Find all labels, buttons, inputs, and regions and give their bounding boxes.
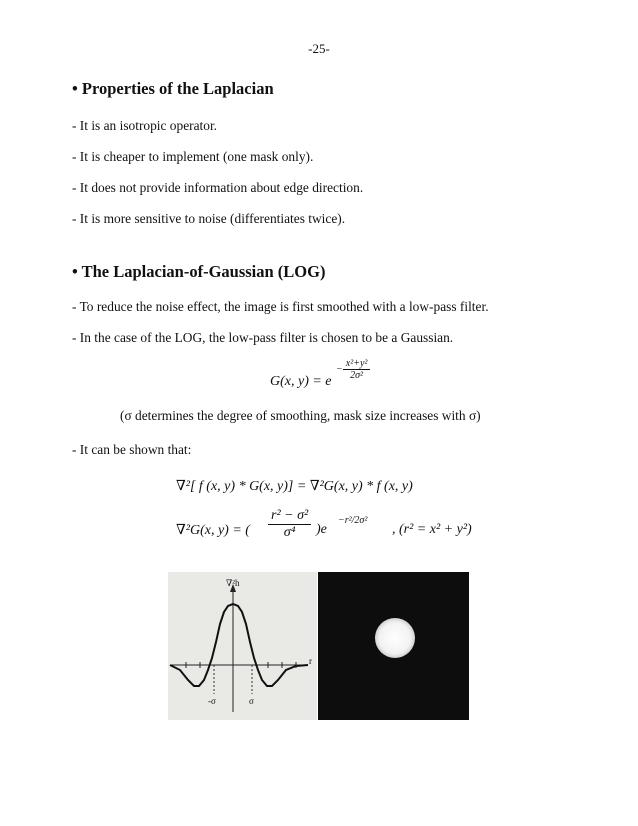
log-mask-image	[318, 572, 469, 720]
laplacian-property-4: - It is more sensitive to noise (differentiates twice).	[72, 211, 346, 226]
plot-tick-minus-sigma: -σ	[208, 696, 216, 706]
gaussian-lhs: G(x, y) = e	[270, 374, 332, 389]
log-equation-r-definition: , (r² = x² + y²)	[392, 522, 472, 537]
log-equation-denominator: σ⁴	[283, 525, 296, 540]
log-statement-2: - In the case of the LOG, the low-pass filter is chosen to be a Gaussian.	[72, 330, 454, 345]
log-equation-fraction	[268, 508, 311, 541]
gaussian-exponent-numerator: x²+y²	[343, 358, 371, 370]
shown-line: - It can be shown that:	[72, 442, 192, 457]
gaussian-equation	[270, 358, 370, 390]
laplacian-property-2: - It is cheaper to implement (one mask only).	[72, 149, 314, 164]
log-equation-exponent: −r²/2σ²	[338, 515, 368, 526]
log-profile-plot	[168, 572, 317, 720]
section-heading-log: • The Laplacian-of-Gaussian (LOG)	[72, 262, 326, 281]
section-heading-laplacian-properties: • Properties of the Laplacian	[72, 79, 274, 98]
log-curve	[170, 604, 308, 686]
bright-blob	[375, 618, 415, 658]
log-profile-plot-svg	[168, 572, 317, 720]
laplacian-property-3: - It does not provide information about edge direction.	[72, 180, 364, 195]
gaussian-exponent-denominator: 2σ²	[350, 370, 364, 381]
log-equation-lhs: ∇²G(x, y) = (	[176, 523, 250, 538]
page-number: -25-	[308, 41, 330, 56]
log-statement-1: - To reduce the noise effect, the image is first smoothed with a low-pass filter.	[72, 299, 489, 314]
convolution-identity-equation: ∇²[ f (x, y) * G(x, y)] = ∇²G(x, y) * f (x, y)	[176, 479, 413, 494]
laplacian-property-1: - It is an isotropic operator.	[72, 118, 218, 133]
log-equation-exp-base: )e	[316, 522, 327, 537]
gaussian-exponent: − $\frac{\text{x²+y²}}{\text{2σ²}}$	[336, 358, 370, 381]
log-equation-numerator: r² − σ²	[268, 508, 311, 525]
sigma-note: (σ determines the degree of smoothing, mask size increases with σ)	[120, 408, 481, 423]
plot-r-axis-label: r	[309, 656, 312, 666]
plot-tick-sigma: σ	[249, 696, 254, 706]
plot-vertical-axis-label: ∇²h	[226, 578, 240, 588]
